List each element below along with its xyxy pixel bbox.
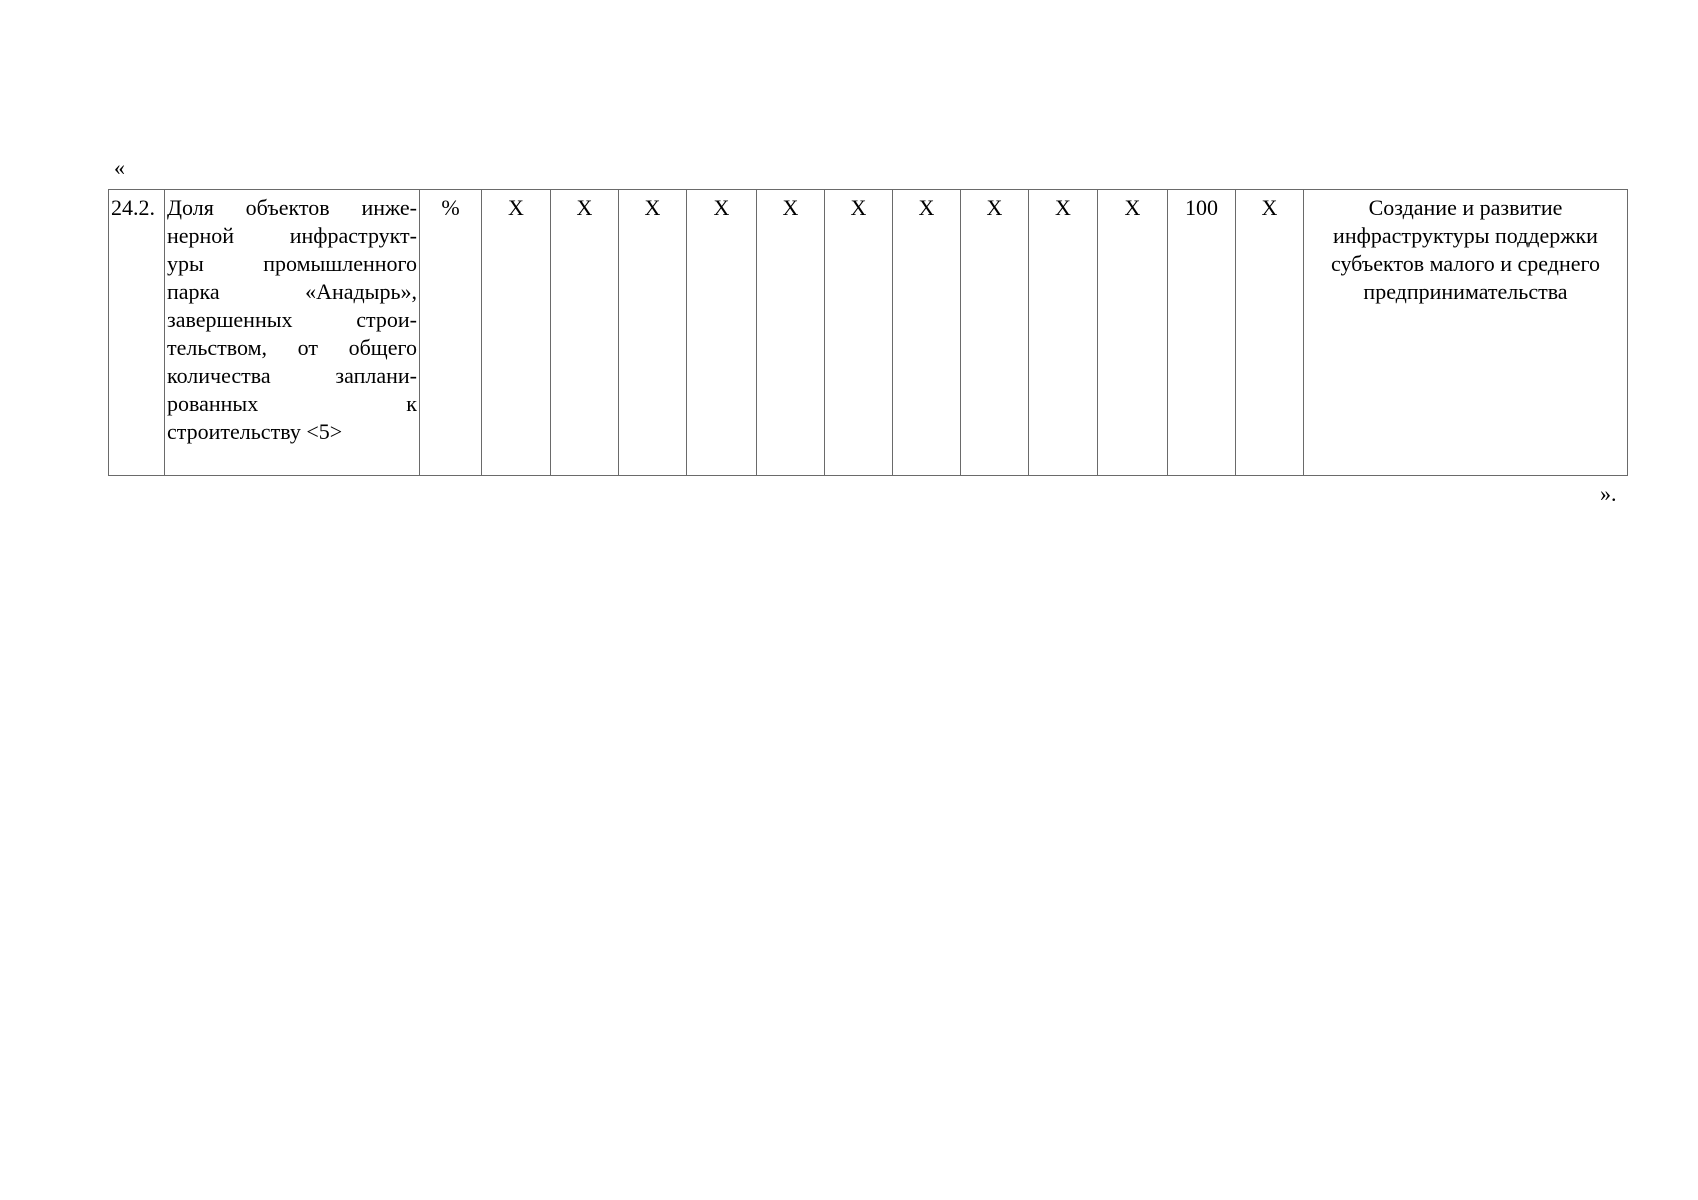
value-cell: X [825, 190, 893, 476]
indicator-name-line: уры промышленного [167, 251, 417, 276]
indicator-name-line: нерной инфраструкт- [167, 223, 417, 248]
indicator-name-line: Доля объектов инже- [167, 195, 417, 220]
indicator-name-line: завершенных строи- [167, 307, 417, 332]
value-cell: 100 [1168, 190, 1236, 476]
indicator-name-line: тельством, от общего [167, 335, 417, 360]
opening-quote: « [114, 155, 125, 180]
indicator-name-line: парка «Анадырь», [167, 279, 417, 304]
value-cell: X [757, 190, 825, 476]
value-cell: X [687, 190, 757, 476]
value-cell: X [1236, 190, 1304, 476]
indicator-name-line: количества заплани- [167, 363, 417, 388]
value-cell: X [482, 190, 551, 476]
indicator-name-cell [165, 190, 420, 476]
value-cell: X [619, 190, 687, 476]
value-cell: X [893, 190, 961, 476]
description-cell: Создание и развитие инфраструктуры поддержки субъектов малого и среднего предпринимательства [1304, 190, 1628, 476]
closing-quote: ». [1600, 481, 1617, 506]
value-cell: X [551, 190, 619, 476]
unit-cell: % [420, 190, 482, 476]
table-row [109, 190, 1628, 476]
row-number-cell: 24.2. [109, 190, 165, 476]
indicator-table [108, 189, 1628, 476]
indicator-name-line: строительству <5> [167, 419, 343, 444]
indicator-name-line: рованных к [167, 391, 417, 416]
value-cell: X [1029, 190, 1098, 476]
value-cell: X [1098, 190, 1168, 476]
value-cell: X [961, 190, 1029, 476]
